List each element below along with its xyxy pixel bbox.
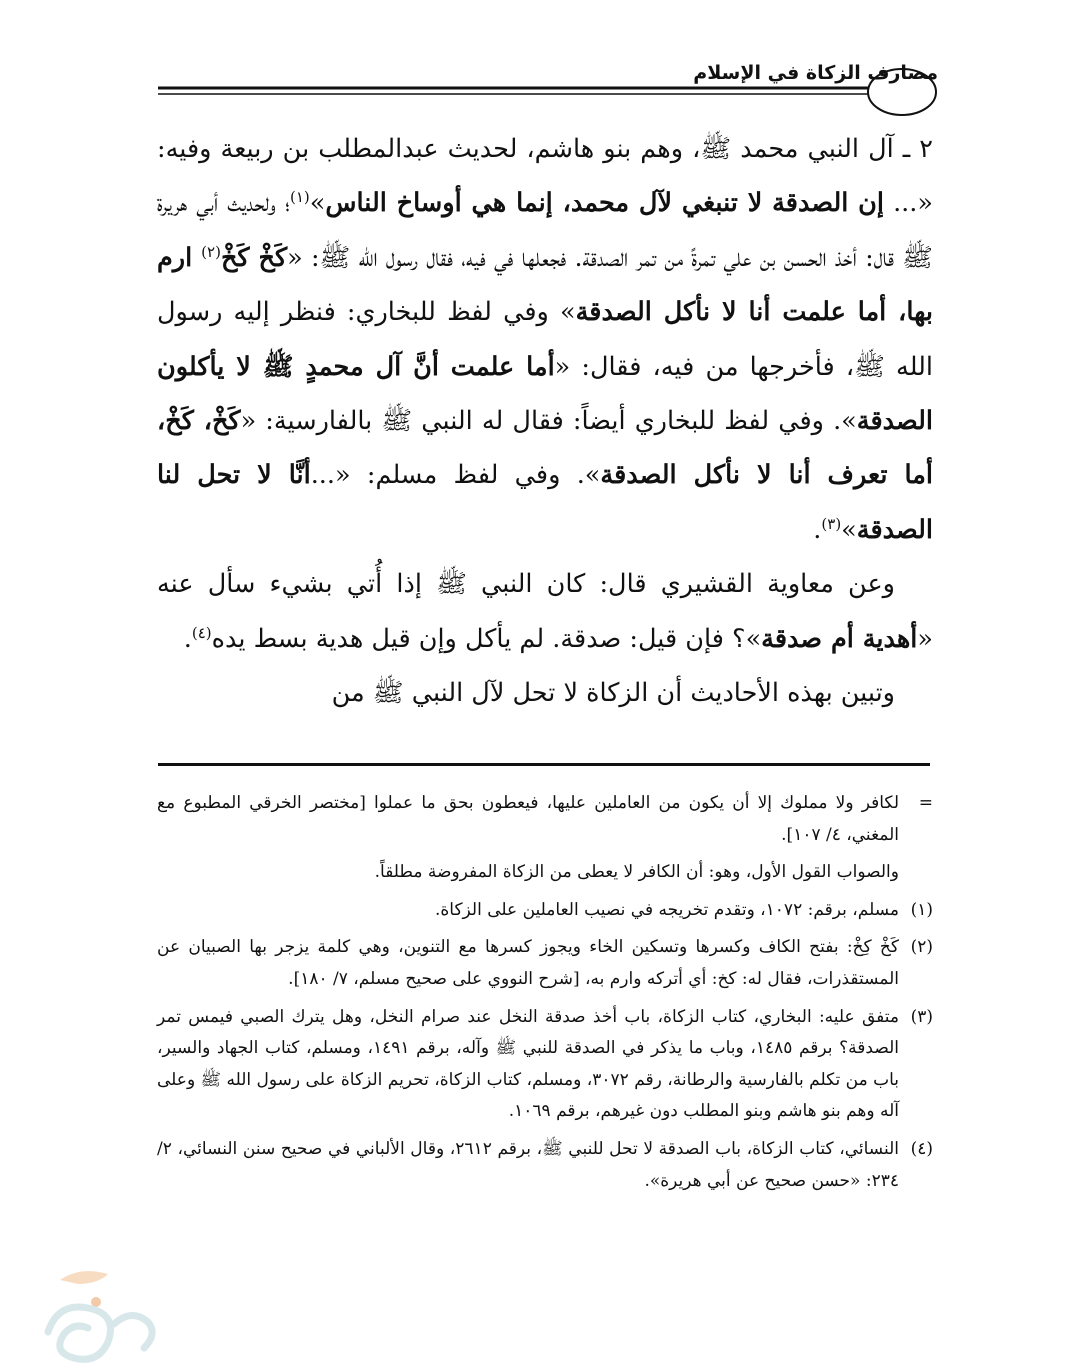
page-header: [158, 52, 938, 122]
hadith-quote: أهدية أم صدقة: [761, 623, 918, 654]
footnote-1: [157, 895, 933, 927]
text-run: ». وفي لفظ مسلم: «...: [310, 460, 601, 491]
footnote-text: لكافر ولا مملوك إلا أن يكون من العاملين عليها، فيعطون بحق ما عملوا [مختصر الخرقي المطبوع مع المغني، ٤/ ١٠٧].: [157, 793, 899, 845]
footnote-number: (٢): [910, 937, 933, 958]
continuation-mark: =: [918, 793, 933, 813]
text-run: » وفي لفظ للبخاري: فنظر إليه رسول الله ﷺ، فأخرجها من فيه، فقال: «: [157, 297, 933, 382]
paragraph-2: [157, 557, 933, 666]
text-run: ؛ ولحديث أبي هريرة ﷺ قال: أخذ الحسن بن علي تمرةً من تمر الصدقة. فجعلها في فيه، فقال رسول الله ﷺ: «: [157, 188, 933, 273]
footnote-ref-1[interactable]: (١): [290, 188, 310, 207]
text-run: »: [841, 514, 857, 545]
text-run: وفيه: «...: [157, 134, 933, 219]
paragraph-1: [157, 122, 933, 557]
footnote-text: والصواب القول الأول، وهو: أن الكافر لا يعطى من الزكاة المفروضة مطلقاً.: [374, 862, 899, 883]
footnotes: [157, 788, 933, 1203]
footnote-number: (١): [910, 899, 933, 920]
publisher-watermark-logo: [30, 1262, 170, 1366]
text-run: ٢ ـ آل النبي محمد ﷺ، وهم بنو هاشم، لحديث عبدالمطلب بن ربيعة: [220, 134, 933, 164]
text-run: وتبين بهذه الأحاديث أن الزكاة لا تحل لآل النبي ﷺ من: [331, 678, 895, 709]
text-run: .: [183, 623, 192, 654]
text-run: وعن معاوية القشيري قال: كان النبي ﷺ إذا أُتي بشيء سأل عنه «: [157, 569, 933, 654]
hadith-quote: ارم بها، أما علمت أنا لا نأكل الصدقة: [157, 242, 933, 328]
footnote-number: (٤): [910, 1138, 933, 1159]
footnote-separator: [158, 763, 930, 766]
hadith-quote: أنَّا لا تحل لنا الصدقة: [157, 460, 933, 545]
text-run: .: [813, 514, 822, 545]
footnote-3: [157, 1002, 933, 1128]
footnote-4: [157, 1134, 933, 1197]
hadith-quote: كَخْ، كَخْ، أما تعرف أنا لا نأكل الصدقة: [157, 406, 933, 491]
footnote-text: متفق عليه: البخاري، كتاب الزكاة، باب أخذ صدقة النخل عند صرام النخل، وهل يترك الصبي فيمس تمر الصدقة؟ برقم ١٤٨٥، وباب ما يذكر في الصدقة للنبي ﷺ وآله، برقم ١٤٩١، ومسلم، كتاب الجهاد والسير، باب من تكلم بالفارسية والرطانة، رقم ٣٠٧٢، ومسلم، كتاب الزكاة، تحريم الزكاة على رسول الله ﷺ وعلى آله وهم بنو هاشم وبنو المطلب دون غيرهم، برقم ١٠٦٩.: [157, 1006, 900, 1122]
footnote-text: مسلم، برقم: ١٠٧٢، وتقدم تخريجه في نصيب العاملين على الزكاة.: [434, 899, 899, 920]
running-title: مصارف الزكاة في الإسلام: [693, 62, 938, 84]
footnote-continuation: [157, 788, 933, 851]
footnote-ref-3[interactable]: (٣): [821, 514, 842, 533]
hadith-quote: إن الصدقة لا تنبغي لآل محمد، إنما هي أوساخ الناس: [325, 188, 884, 219]
footnote-text: النسائي، كتاب الزكاة، باب الصدقة لا تحل للنبي ﷺ، برقم ٢٦١٢، وقال الألباني في صحيح سنن النسائي، ٢/ ٢٣٤: «حسن صحيح عن أبي هريرة».: [157, 1138, 899, 1191]
footnote-text: كَخْ كِخْ: بفتح الكاف وكسرها وتسكين الخاء ويجوز كسرها مع التنوين، وهي كلمة يزجر بها الصبيان عن المستقذرات، فقال له: كخ: أي أتركه وارم به، [شرح النووي على صحيح مسلم، ٧/ ١٨٠].: [157, 937, 899, 989]
paragraph-3: [157, 666, 933, 720]
text-run: ». وفي لفظ للبخاري أيضاً: فقال له النبي ﷺ بالفارسية: «: [240, 406, 857, 437]
footnote-ref-4[interactable]: (٤): [191, 623, 212, 642]
hadith-quote: أما علمت أنَّ آل محمدٍ ﷺ لا يأكلون الصدقة: [157, 351, 934, 437]
text-run: »؟ فإن قيل: صدقة. لم يأكل وإن قيل هدية بسط يده: [211, 623, 762, 654]
footnote-number: (٣): [910, 1006, 933, 1027]
hadith-quote: كَخْ كَخْ: [220, 242, 288, 273]
footnote-continuation-2: [157, 857, 933, 889]
main-text: [157, 122, 933, 720]
footnote-ref-2[interactable]: (٢): [201, 242, 221, 261]
footnote-2: [157, 932, 933, 995]
text-run: »: [309, 188, 326, 219]
